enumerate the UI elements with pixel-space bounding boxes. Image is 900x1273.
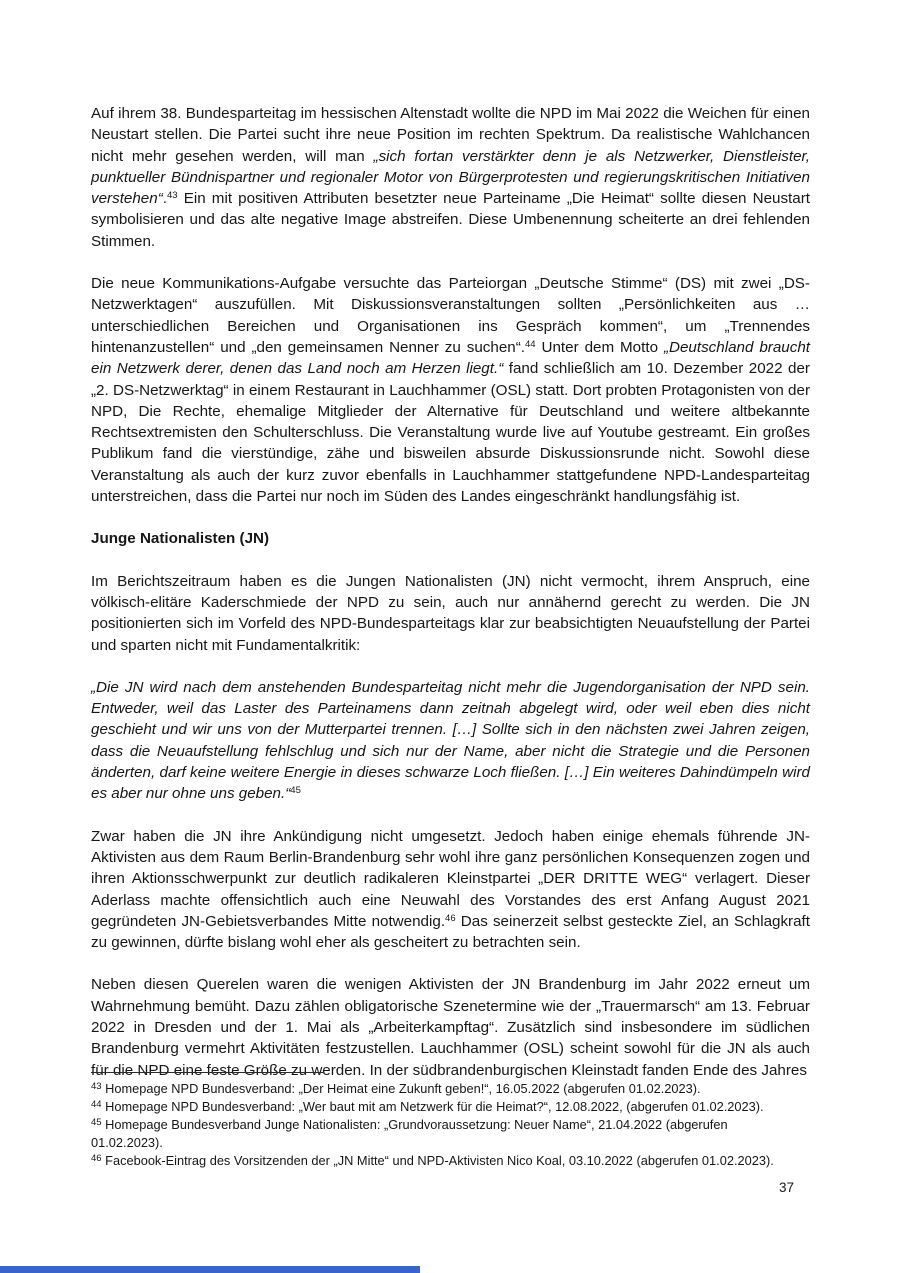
section-heading xyxy=(91,528,810,549)
paragraph xyxy=(91,273,810,507)
footnote-ref: 44 xyxy=(525,338,536,350)
bottom-accent-bar xyxy=(0,1266,420,1273)
body-text: . xyxy=(162,190,167,208)
footnote-ref: 43 xyxy=(167,190,178,202)
paragraph xyxy=(91,826,810,954)
footnote xyxy=(91,1080,810,1098)
quoted-italic-text: „sich fortan verstärkter denn je als Netzwerker, Dienstleister, punktueller Bündnispartner und regionaler Motor von Bürgerprotesten und regierungskritischen Initiativen verstehen“ xyxy=(91,147,810,208)
body-text: Neben diesen Querelen waren die wenigen Aktivisten der JN Brandenburg im Jahr 2022 erneut um Wahrnehmung bemüht. Dazu zählen obligatorische Szenetermine wie der „Trauermarsch“ am 13. Februar 2022 in Dresden und der 1. Mai als „Arbeiterkampftag“. Zusätzlich sind insbesondere im südlichen Brandenburg vermehrt Aktivitäten festzustellen. Lauchhammer (OSL) scheint sowohl für die JN als auch für die NPD eine feste Größe zu werden. In der südbrandenburgischen Kleinstadt fanden Ende des Jahres xyxy=(91,976,810,1079)
footnote-separator xyxy=(91,1072,323,1073)
body-text: Auf ihrem 38. Bundesparteitag im hessischen Altenstadt wollte die NPD im Mai 2022 die Weichen für einen Neustart stellen. Die Partei sucht ihre neue Position im rechten Spektrum. Da realistische Wahlchancen nicht mehr gesehen werden, will man xyxy=(91,105,810,165)
footnote-text: Homepage NPD Bundesverband: „Der Heimat eine Zukunft geben!“, 16.05.2022 (abgerufen 01.02.2023). xyxy=(101,1081,701,1096)
footnote-marker: 43 xyxy=(91,1081,102,1092)
footnote-ref: 46 xyxy=(445,912,456,924)
footnote xyxy=(91,1098,810,1116)
body-text: fand schließlich am 10. Dezember 2022 der „2. DS-Netzwerktag“ in einem Restaurant in Lauchhammer (OSL) statt. Dort probten Protagonisten von der NPD, Die Rechte, ehemalige Mitglieder der Alternative für Deutschland und weitere altbekannte Rechtsextremisten den Schulterschluss. Die Veranstaltung wurde live auf Youtube gestreamt. Ein großes Publikum fand die vierstündige, zähe und bisweilen absurde Diskussionsrunde nicht. Sowohl diese Veranstaltung als auch der kurz zuvor ebenfalls in Lauchhammer stattgefundene NPD-Landesparteitag unterstreichen, dass die Partei nur noch im Süden des Landes eingeschränkt handlungsfähig ist. xyxy=(91,360,810,506)
footnote xyxy=(91,1116,810,1152)
footnote xyxy=(91,1152,810,1170)
footnote-text: Facebook-Eintrag des Vorsitzenden der „JN Mitte“ und NPD-Aktivisten Nico Koal, 03.10.2022 (abgerufen 01.02.2023). xyxy=(101,1153,774,1168)
body-text: Zwar haben die JN ihre Ankündigung nicht umgesetzt. Jedoch haben einige ehemals führende JN-Aktivisten aus dem Raum Berlin-Brandenburg sehr wohl ihre ganz persönlichen Konsequenzen zogen und ihren Aktionsschwerpunkt zur deutlich radikaleren Kleinstpartei „DER DRITTE WEG“ verlagert. Dieser Aderlass machte offensichtlich auch eine Neuwahl des Vorstandes des erst Anfang August 2021 gegründeten JN-Gebietsverbandes Mitte notwendig. xyxy=(91,827,810,930)
document-body xyxy=(91,103,810,1102)
paragraph xyxy=(91,677,810,805)
body-text: Das seinerzeit selbst gesteckte Ziel, an Schlagkraft zu gewinnen, dürfte bislang wohl eher als gescheitert zu betrachten sein. xyxy=(91,912,810,952)
footnotes-list xyxy=(91,1080,810,1170)
footnote-area xyxy=(91,1072,810,1170)
body-text: Im Berichtszeitraum haben es die Jungen Nationalisten (JN) nicht vermocht, ihrem Anspruch, eine völkisch-elitäre Kaderschmiede der NPD zu sein, auch nur annähernd gerecht zu werden. Die JN positionierten sich im Vorfeld des NPD-Bundesparteitags klar zur beabsichtigten Neuaufstellung der Partei und sparten nicht mit Fundamentalkritik: xyxy=(91,572,810,654)
paragraph xyxy=(91,571,810,656)
paragraph xyxy=(91,103,810,252)
quoted-italic-text: „Die JN wird nach dem anstehenden Bundesparteitag nicht mehr die Jugendorganisation der NPD sein. Entweder, weil das Laster des Parteinamens dann zeitnah abgelegt wird, oder weil eben dies nicht geschieht und wir uns von der Mutterpartei trennen. […] Sollte sich in den nächsten zwei Jahren zeigen, dass die Neuaufstellung fehlschlug und sich nur der Name, aber nicht die Strategie und die Personen änderten, darf keine weitere Energie in dieses schwarze Loch fließen. […] Ein weiteres Dahindümpeln wird es aber nur ohne uns geben.“ xyxy=(91,678,810,803)
footnote-ref: 45 xyxy=(290,785,301,797)
body-text: Die neue Kommunikations-Aufgabe versuchte das Parteiorgan „Deutsche Stimme“ (DS) mit zwei „DS-Netzwerktagen“ auszufüllen. Mit Diskussionsveranstaltungen sollten „Persönlichkeiten aus … unterschiedlichen Bereichen und Organisationen ins Gespräch kommen“, um „Trennendes hintenanzustellen“ und „den gemeinsamen Nenner zu suchen“. xyxy=(91,275,810,356)
footnote-text: Homepage Bundesverband Junge Nationalisten: „Grundvoraussetzung: Neuer Name“, 21.04.2022 (abgerufen 01.02.2023). xyxy=(91,1117,728,1150)
body-text: Junge Nationalisten (JN) xyxy=(91,530,270,548)
page-number: 37 xyxy=(778,1180,794,1195)
quoted-italic-text: „Deutschland braucht ein Netzwerk derer, denen das Land noch am Herzen liegt.“ xyxy=(91,338,810,378)
paragraph xyxy=(91,974,810,1080)
footnote-marker: 45 xyxy=(91,1117,102,1128)
footnote-marker: 46 xyxy=(91,1153,102,1164)
footnote-text: Homepage NPD Bundesverband: „Wer baut mit am Netzwerk für die Heimat?“, 12.08.2022, (abgerufen 01.02.2023). xyxy=(101,1099,764,1114)
body-text: Ein mit positiven Attributen besetzter neue Parteiname „Die Heimat“ sollte diesen Neustart symbolisieren und das alte negative Image abstreifen. Diese Umbenennung scheiterte an drei fehlenden Stimmen. xyxy=(91,190,810,250)
body-text: Unter dem Motto xyxy=(535,338,664,356)
footnote-marker: 44 xyxy=(91,1099,102,1110)
